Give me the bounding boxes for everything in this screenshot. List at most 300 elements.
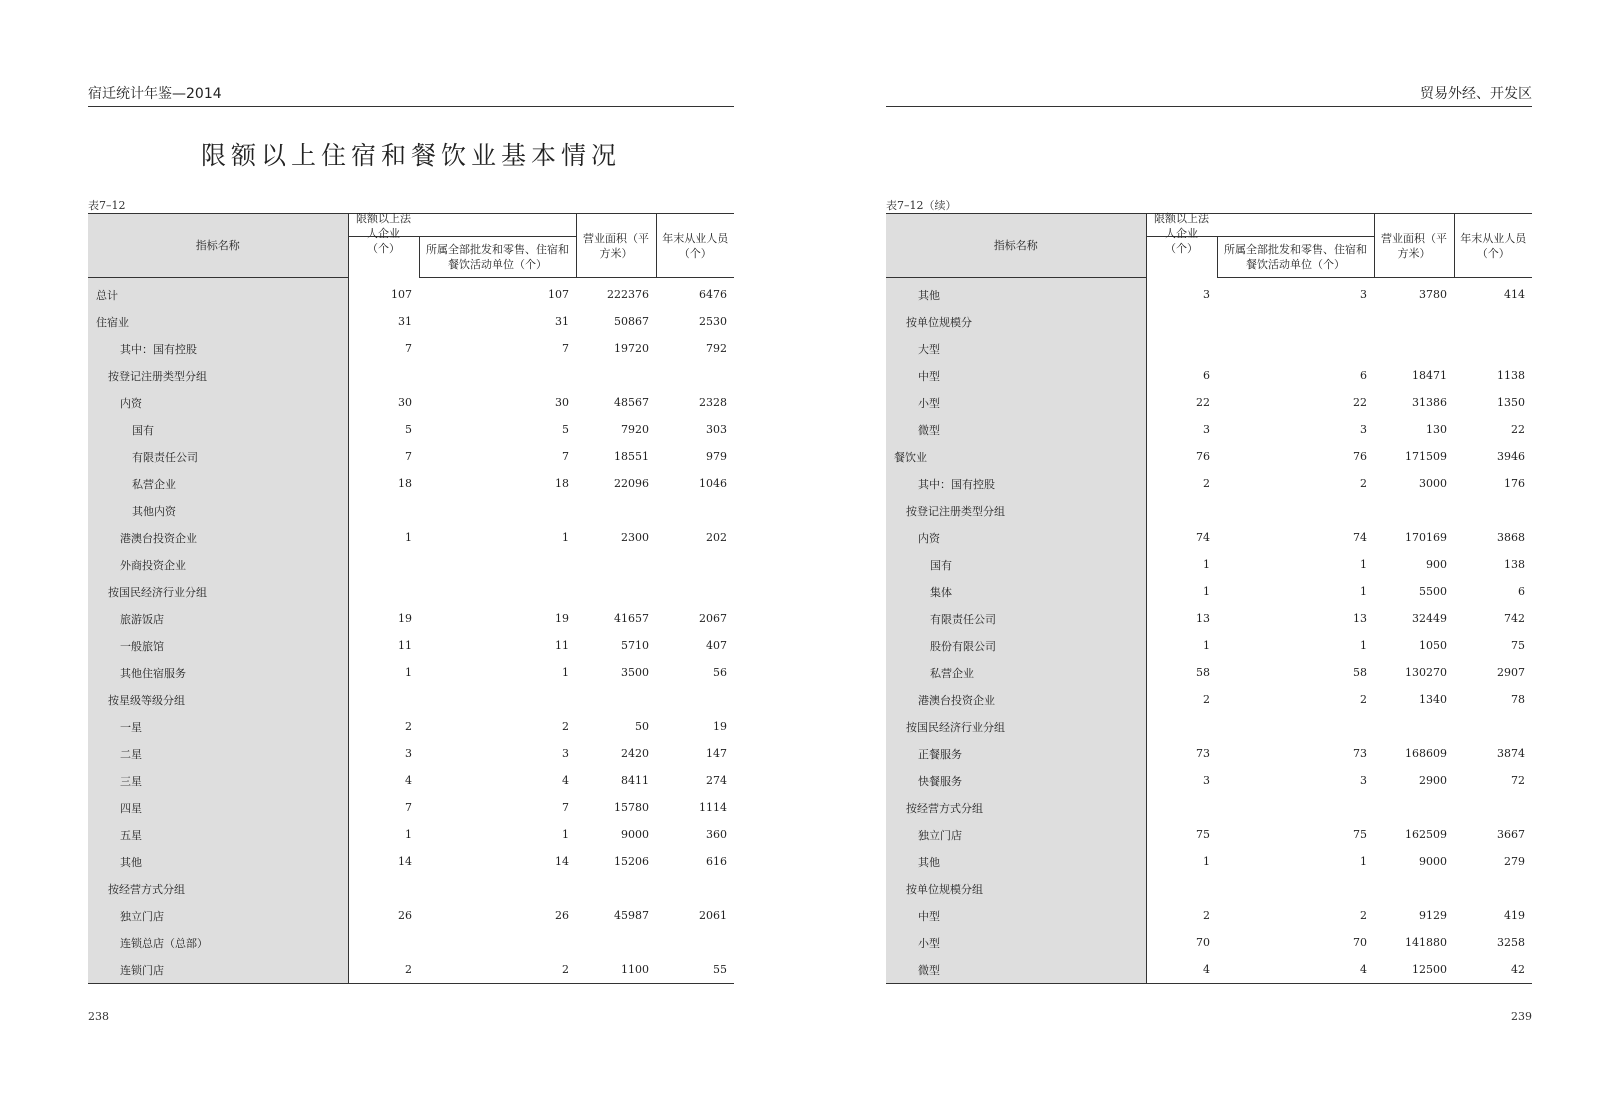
cell-d [1454, 335, 1532, 362]
table-row [886, 902, 1532, 929]
cell-c: 168609 [1405, 747, 1447, 760]
cell-c [576, 875, 656, 902]
row-indicator-name: 按国民经济行业分组 [886, 713, 1146, 740]
table-row [88, 848, 734, 875]
cell-d: 1114 [699, 801, 727, 814]
table-row [886, 578, 1532, 605]
header-all-units: 所属全部批发和零售、住宿和餐饮活动单位（个） [419, 237, 576, 278]
cell-c: 222376 [607, 288, 649, 301]
cell-c: 900 [1426, 558, 1447, 571]
cell-b: 1 [562, 531, 569, 544]
cell-c: 3000 [1419, 477, 1447, 490]
cell-c: 31386 [1412, 396, 1447, 409]
cell-a: 2 [1203, 477, 1210, 490]
cell-c: 48567 [614, 396, 649, 409]
cell-b: 13 [1353, 612, 1367, 625]
cell-d: 1138 [1497, 369, 1525, 382]
table-row [886, 794, 1532, 821]
cell-b: 26 [555, 909, 569, 922]
cell-c: 1050 [1419, 639, 1447, 652]
cell-a [348, 497, 419, 524]
cell-a [348, 362, 419, 389]
row-indicator-name: 按经营方式分组 [886, 794, 1146, 821]
cell-c: 32449 [1412, 612, 1447, 625]
row-indicator-name: 总计 [88, 278, 348, 309]
cell-a [348, 578, 419, 605]
row-indicator-name: 快餐服务 [886, 767, 1146, 794]
row-indicator-name: 港澳台投资企业 [88, 524, 348, 551]
row-indicator-name: 独立门店 [88, 902, 348, 929]
table-code: 表7–12 [88, 199, 126, 212]
cell-b: 3 [1360, 774, 1367, 787]
row-indicator-name: 外商投资企业 [88, 551, 348, 578]
cell-a: 4 [405, 774, 412, 787]
table-body [886, 278, 1532, 984]
cell-d: 55 [713, 963, 727, 976]
table-row [886, 551, 1532, 578]
cell-c: 12500 [1412, 963, 1447, 976]
cell-c: 41657 [614, 612, 649, 625]
cell-d: 419 [1504, 909, 1525, 922]
cell-b: 18 [555, 477, 569, 490]
table-row [88, 929, 734, 956]
row-indicator-name: 港澳台投资企业 [886, 686, 1146, 713]
running-head [886, 84, 1532, 107]
row-indicator-name: 国有 [88, 416, 348, 443]
row-indicator-name: 小型 [886, 389, 1146, 416]
cell-a: 7 [405, 342, 412, 355]
cell-a [1146, 794, 1217, 821]
cell-b: 1 [562, 666, 569, 679]
cell-a: 1 [1203, 855, 1210, 868]
cell-c: 5500 [1419, 585, 1447, 598]
cell-b: 1 [1360, 558, 1367, 571]
row-indicator-name: 内资 [886, 524, 1146, 551]
row-indicator-name: 其他 [886, 848, 1146, 875]
header-business-area: 营业面积（平方米） [1374, 214, 1454, 278]
cell-a [1146, 713, 1217, 740]
cell-a [348, 929, 419, 956]
row-indicator-name: 二星 [88, 740, 348, 767]
cell-a: 11 [398, 639, 412, 652]
cell-b [419, 551, 576, 578]
cell-d [1454, 875, 1532, 902]
cell-a: 7 [405, 450, 412, 463]
cell-a [348, 875, 419, 902]
row-indicator-name: 住宿业 [88, 308, 348, 335]
cell-d [656, 497, 734, 524]
row-indicator-name: 微型 [886, 416, 1146, 443]
cell-c [576, 362, 656, 389]
cell-d: 75 [1511, 639, 1525, 652]
cell-a: 19 [398, 612, 412, 625]
table-row [886, 767, 1532, 794]
cell-a: 6 [1203, 369, 1210, 382]
table-row [886, 443, 1532, 470]
cell-a: 2 [1203, 909, 1210, 922]
cell-b: 5 [562, 423, 569, 436]
cell-c: 9129 [1419, 909, 1447, 922]
cell-d: 2067 [699, 612, 727, 625]
table-row [886, 632, 1532, 659]
cell-a: 4 [1203, 963, 1210, 976]
row-indicator-name: 有限责任公司 [88, 443, 348, 470]
cell-c [1374, 308, 1454, 335]
cell-d: 19 [713, 720, 727, 733]
cell-d [1454, 794, 1532, 821]
cell-b: 1 [1360, 639, 1367, 652]
row-indicator-name: 按登记注册类型分组 [886, 497, 1146, 524]
table-row [886, 335, 1532, 362]
table-row [88, 362, 734, 389]
table-row [886, 956, 1532, 984]
header-all-units: 所属全部批发和零售、住宿和餐饮活动单位（个） [1217, 237, 1374, 278]
cell-a: 70 [1196, 936, 1210, 949]
cell-c [1374, 335, 1454, 362]
cell-d: 3946 [1497, 450, 1525, 463]
cell-c [576, 551, 656, 578]
cell-d [656, 578, 734, 605]
header-employees: 年末从业人员（个） [1454, 214, 1532, 278]
table-row [886, 524, 1532, 551]
cell-c: 15206 [614, 855, 649, 868]
cell-a: 75 [1196, 828, 1210, 841]
cell-d: 2061 [699, 909, 727, 922]
row-indicator-name: 按单位规模分组 [886, 875, 1146, 902]
cell-b: 75 [1353, 828, 1367, 841]
cell-d [1454, 713, 1532, 740]
table-header [886, 214, 1532, 278]
cell-a [1146, 875, 1217, 902]
cell-a: 13 [1196, 612, 1210, 625]
cell-d [656, 686, 734, 713]
cell-d: 792 [706, 342, 727, 355]
cell-c [1374, 794, 1454, 821]
row-indicator-name: 按经营方式分组 [88, 875, 348, 902]
cell-c: 130270 [1405, 666, 1447, 679]
cell-d: 2328 [699, 396, 727, 409]
cell-a [1146, 308, 1217, 335]
cell-d: 2907 [1497, 666, 1525, 679]
cell-b: 30 [555, 396, 569, 409]
table-row [88, 551, 734, 578]
row-indicator-name: 连锁门店 [88, 956, 348, 984]
cell-c [1374, 875, 1454, 902]
cell-a: 3 [405, 747, 412, 760]
cell-a: 3 [1203, 774, 1210, 787]
cell-c: 18471 [1412, 369, 1447, 382]
cell-d: 147 [706, 747, 727, 760]
row-indicator-name: 小型 [886, 929, 1146, 956]
cell-d: 2530 [699, 315, 727, 328]
table-row [88, 794, 734, 821]
cell-b: 7 [562, 801, 569, 814]
table-body [88, 278, 734, 984]
table-row [886, 929, 1532, 956]
table-row [88, 308, 734, 335]
row-indicator-name: 内资 [88, 389, 348, 416]
row-indicator-name: 其他内资 [88, 497, 348, 524]
cell-c: 50867 [614, 315, 649, 328]
cell-c: 171509 [1405, 450, 1447, 463]
cell-d: 42 [1511, 963, 1525, 976]
page-number: 239 [1511, 1010, 1532, 1023]
row-indicator-name: 连锁总店（总部） [88, 929, 348, 956]
cell-c [1374, 497, 1454, 524]
row-indicator-name: 一星 [88, 713, 348, 740]
cell-b [1217, 497, 1374, 524]
yearbook-title: 宿迁统计年鉴—2014 [88, 86, 222, 102]
cell-b: 3 [1360, 288, 1367, 301]
cell-a: 5 [405, 423, 412, 436]
cell-a: 73 [1196, 747, 1210, 760]
cell-b: 74 [1353, 531, 1367, 544]
table-row [88, 443, 734, 470]
row-indicator-name: 其他住宿服务 [88, 659, 348, 686]
cell-c: 2420 [621, 747, 649, 760]
cell-c [1374, 713, 1454, 740]
cell-a: 1 [405, 531, 412, 544]
cell-c: 1340 [1419, 693, 1447, 706]
table-row [886, 308, 1532, 335]
cell-b: 4 [562, 774, 569, 787]
cell-a: 74 [1196, 531, 1210, 544]
cell-a: 3 [1203, 287, 1210, 301]
cell-c [576, 578, 656, 605]
row-indicator-name: 股份有限公司 [886, 632, 1146, 659]
header-indicator-name: 指标名称 [88, 214, 348, 278]
row-indicator-name: 四星 [88, 794, 348, 821]
cell-c: 9000 [1419, 855, 1447, 868]
cell-a: 1 [1203, 639, 1210, 652]
cell-d: 274 [706, 774, 727, 787]
cell-d: 1046 [699, 477, 727, 490]
header-enterprises-cont [1146, 212, 1217, 278]
row-indicator-name: 按国民经济行业分组 [88, 578, 348, 605]
cell-d [656, 551, 734, 578]
cell-d: 138 [1504, 558, 1525, 571]
row-indicator-name: 正餐服务 [886, 740, 1146, 767]
table-row [886, 740, 1532, 767]
table-row [88, 767, 734, 794]
cell-d [656, 929, 734, 956]
cell-d: 22 [1511, 423, 1525, 436]
cell-a: 31 [398, 315, 412, 328]
cell-c: 3780 [1419, 288, 1447, 301]
cell-b: 6 [1360, 369, 1367, 382]
cell-c: 7920 [621, 423, 649, 436]
cell-b: 31 [555, 315, 569, 328]
table-row [886, 278, 1532, 309]
cell-b: 76 [1353, 450, 1367, 463]
header-enterprises-label: 限额以上法人企业（个） [1154, 212, 1209, 255]
running-head [88, 84, 734, 107]
cell-d [656, 362, 734, 389]
cell-b [419, 362, 576, 389]
cell-c [576, 497, 656, 524]
cell-a: 76 [1196, 450, 1210, 463]
cell-d: 303 [706, 423, 727, 436]
cell-b: 3 [1360, 423, 1367, 436]
cell-c: 19720 [614, 342, 649, 355]
table-row [886, 713, 1532, 740]
cell-a: 1 [1203, 585, 1210, 598]
cell-b [419, 686, 576, 713]
table-row [88, 335, 734, 362]
cell-c: 2900 [1419, 774, 1447, 787]
cell-a: 26 [398, 909, 412, 922]
right-page [886, 0, 1532, 1099]
cell-c: 162509 [1405, 828, 1447, 841]
cell-d: 56 [713, 666, 727, 679]
row-indicator-name: 五星 [88, 821, 348, 848]
row-indicator-name: 有限责任公司 [886, 605, 1146, 632]
table-code: 表7–12（续） [886, 199, 957, 212]
header-business-area: 营业面积（平方米） [576, 214, 656, 278]
cell-d: 1350 [1497, 396, 1525, 409]
header-enterprises-cont [348, 212, 419, 278]
table-row [88, 605, 734, 632]
table-row [886, 821, 1532, 848]
cell-b: 2 [1360, 693, 1367, 706]
cell-d [1454, 497, 1532, 524]
statistics-table [88, 213, 734, 984]
cell-b: 4 [1360, 963, 1367, 976]
cell-d [656, 875, 734, 902]
table-row [88, 524, 734, 551]
cell-b: 14 [555, 855, 569, 868]
cell-a: 14 [398, 855, 412, 868]
cell-a [1146, 497, 1217, 524]
cell-b: 2 [562, 963, 569, 976]
header-employees: 年末从业人员（个） [656, 214, 734, 278]
table-row [886, 848, 1532, 875]
table-row [88, 875, 734, 902]
cell-a: 22 [1196, 396, 1210, 409]
cell-c: 141880 [1405, 936, 1447, 949]
cell-a: 30 [398, 396, 412, 409]
row-indicator-name: 中型 [886, 362, 1146, 389]
table-row [88, 740, 734, 767]
cell-c: 50 [635, 720, 649, 733]
cell-b: 11 [555, 639, 569, 652]
cell-c: 3500 [621, 666, 649, 679]
table-row [88, 686, 734, 713]
cell-c: 9000 [621, 828, 649, 841]
cell-c: 18551 [614, 450, 649, 463]
row-indicator-name: 旅游饭店 [88, 605, 348, 632]
cell-c: 2300 [621, 531, 649, 544]
table-row [88, 578, 734, 605]
page-number: 238 [88, 1010, 109, 1023]
cell-d: 6476 [699, 288, 727, 301]
cell-b: 73 [1353, 747, 1367, 760]
table-row [88, 470, 734, 497]
row-indicator-name: 其他 [88, 848, 348, 875]
cell-d: 3868 [1497, 531, 1525, 544]
cell-b: 7 [562, 450, 569, 463]
row-indicator-name: 集体 [886, 578, 1146, 605]
cell-d: 279 [1504, 855, 1525, 868]
cell-a: 1 [405, 666, 412, 679]
cell-b [1217, 713, 1374, 740]
cell-d: 616 [706, 855, 727, 868]
cell-b: 1 [562, 828, 569, 841]
cell-d: 176 [1504, 477, 1525, 490]
cell-d: 407 [706, 639, 727, 652]
cell-a: 18 [398, 477, 412, 490]
cell-b: 107 [548, 288, 569, 301]
table-row [886, 389, 1532, 416]
cell-b: 70 [1353, 936, 1367, 949]
cell-c: 8411 [621, 774, 649, 787]
row-indicator-name: 其中：国有控股 [88, 335, 348, 362]
cell-c: 130 [1426, 423, 1447, 436]
cell-d: 3874 [1497, 747, 1525, 760]
cell-c: 15780 [614, 801, 649, 814]
cell-b [419, 497, 576, 524]
cell-b: 58 [1353, 666, 1367, 679]
cell-d: 742 [1504, 612, 1525, 625]
row-indicator-name: 三星 [88, 767, 348, 794]
table-row [886, 497, 1532, 524]
row-indicator-name: 私营企业 [88, 470, 348, 497]
table-row [88, 821, 734, 848]
table-row [88, 632, 734, 659]
table-row [886, 362, 1532, 389]
cell-b: 22 [1353, 396, 1367, 409]
table-row [88, 416, 734, 443]
cell-b [419, 578, 576, 605]
cell-c: 45987 [614, 909, 649, 922]
cell-d: 6 [1518, 585, 1525, 598]
row-indicator-name: 独立门店 [886, 821, 1146, 848]
row-indicator-name: 餐饮业 [886, 443, 1146, 470]
cell-a: 58 [1196, 666, 1210, 679]
cell-d: 979 [706, 450, 727, 463]
cell-b: 2 [1360, 477, 1367, 490]
cell-c [576, 929, 656, 956]
table-row [886, 875, 1532, 902]
row-indicator-name: 一般旅馆 [88, 632, 348, 659]
cell-b [1217, 794, 1374, 821]
cell-b [419, 929, 576, 956]
cell-b: 1 [1360, 855, 1367, 868]
cell-c: 5710 [621, 639, 649, 652]
cell-d: 72 [1511, 774, 1525, 787]
row-indicator-name: 其中：国有控股 [886, 470, 1146, 497]
row-indicator-name: 中型 [886, 902, 1146, 929]
header-enterprises-label: 限额以上法人企业（个） [356, 212, 411, 255]
cell-c: 170169 [1405, 531, 1447, 544]
left-page [88, 0, 734, 1099]
table-row [88, 389, 734, 416]
table-row [88, 497, 734, 524]
table-row [88, 956, 734, 984]
cell-c: 22096 [614, 477, 649, 490]
table-row [88, 278, 734, 309]
cell-a [348, 686, 419, 713]
page-title: 限额以上住宿和餐饮业基本情况 [200, 141, 621, 170]
cell-a: 7 [405, 801, 412, 814]
cell-d: 202 [706, 531, 727, 544]
chapter-title: 贸易外经、开发区 [1420, 86, 1532, 102]
table-row [886, 686, 1532, 713]
cell-b: 19 [555, 612, 569, 625]
row-indicator-name: 国有 [886, 551, 1146, 578]
cell-d [1454, 308, 1532, 335]
cell-d: 360 [706, 828, 727, 841]
